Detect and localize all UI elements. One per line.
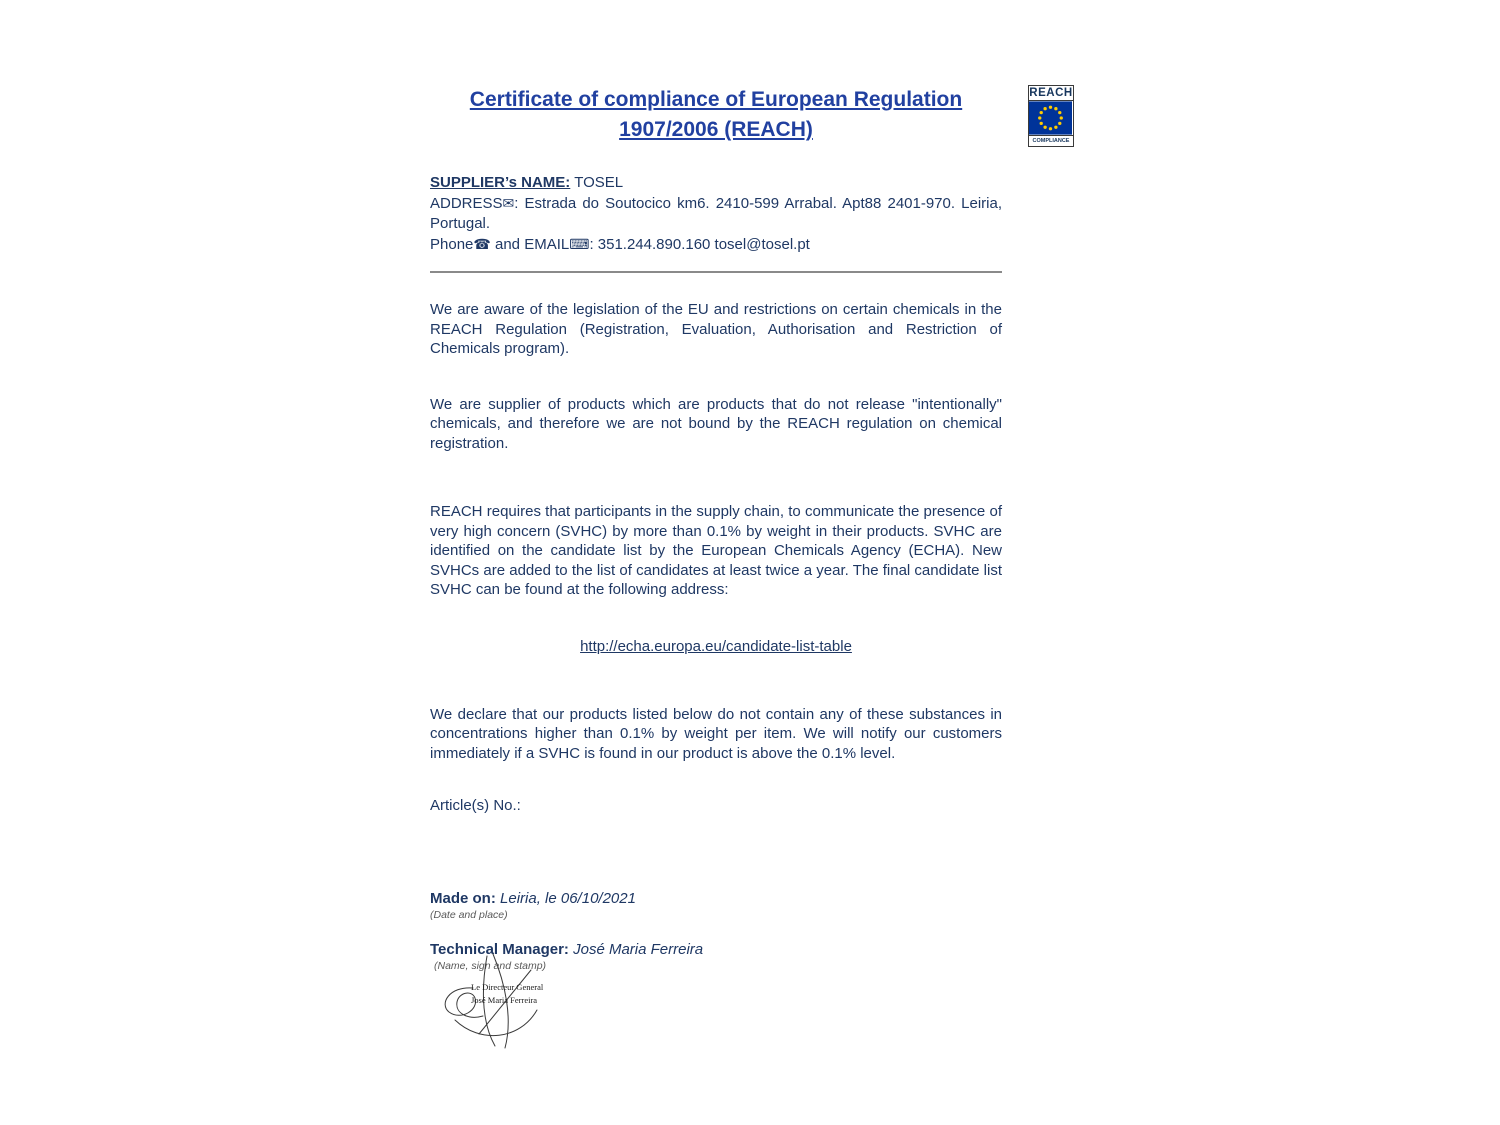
supplier-name-value: TOSEL: [570, 174, 624, 191]
supplier-name-label: SUPPLIER’s NAME:: [430, 174, 571, 191]
eu-flag-icon: [1028, 101, 1074, 135]
supplier-address-row: [430, 193, 1002, 234]
document-content: [430, 85, 1002, 972]
candidate-list-link-row: [430, 638, 1002, 655]
page-title-line1: Certificate of compliance of European Regulation: [469, 88, 963, 111]
envelope-icon: ✉: [502, 195, 515, 211]
technical-manager-label: Technical Manager:: [430, 941, 569, 958]
header-divider: [430, 271, 1002, 273]
article-number-label: Article(s) No.:: [430, 797, 521, 814]
phone-label: Phone: [430, 236, 474, 253]
address-label: ADDRESS: [430, 195, 503, 212]
paragraph-awareness: We are aware of the legislation of the EU and restrictions on certain chemicals in the REACH Regulation (Registration, Evaluation, Authorisation and Restriction of Chemicals program).: [430, 301, 1002, 357]
paragraph-reach-requirements: REACH requires that participants in the supply chain, to communicate the presence of very high concern (SVHC) by more than 0.1% by weight in their products. SVHC are identified on the candidate list by the European Chemicals Agency (ECHA). New SVHCs are added to the list of candidates at least twice a year. The final candidate list SVHC can be found at the following address:: [430, 503, 1002, 598]
page-title-line2: 1907/2006 (REACH): [619, 118, 813, 141]
technical-manager-note: (Name, sign and stamp): [434, 960, 547, 972]
contact-value: : 351.244.890.160 tosel@tosel.pt: [589, 236, 810, 253]
paragraph-supplier-statement: We are supplier of products which are products that do not release "intentionally" chemicals, and therefore we are not bound by the REACH regulation on chemical registration.: [430, 395, 1002, 452]
email-label: and EMAIL: [490, 236, 570, 253]
made-on-label: Made on:: [430, 890, 496, 907]
technical-manager-value: José Maria Ferreira: [568, 941, 704, 958]
address-value: : Estrada do Soutocico km6. 2410-599 Arrabal. Apt88 2401-970. Leiria, Portugal.: [430, 195, 1002, 232]
computer-icon: ⌨: [569, 236, 590, 252]
paragraph-declaration: We declare that our products listed below do not contain any of these substances in concentrations higher than 0.1% by weight per item. We will notify our customers immediately if a SVHC is found in our product is above the 0.1% level.: [430, 705, 1002, 762]
signature-stamp-line2: José Maria Ferreira: [471, 995, 538, 1005]
signature-block: [435, 948, 585, 1058]
candidate-list-link[interactable]: http://echa.europa.eu/candidate-list-table: [580, 637, 852, 655]
reach-logo-footer: COMPLIANCE: [1028, 135, 1074, 147]
signature-stamp-line1: Le Directeur General: [471, 982, 544, 992]
made-on-row: [430, 890, 1002, 907]
supplier-contact-row: [430, 234, 1002, 255]
supplier-block: [430, 173, 1002, 255]
page-title: [430, 85, 1002, 145]
reach-logo-title: REACH: [1029, 87, 1073, 99]
made-on-note: (Date and place): [430, 909, 508, 921]
phone-icon: ☎: [473, 236, 491, 252]
reach-compliance-logo: [1028, 85, 1074, 147]
supplier-name-row: [430, 173, 1002, 193]
made-on-value: Leiria, le 06/10/2021: [495, 890, 636, 907]
